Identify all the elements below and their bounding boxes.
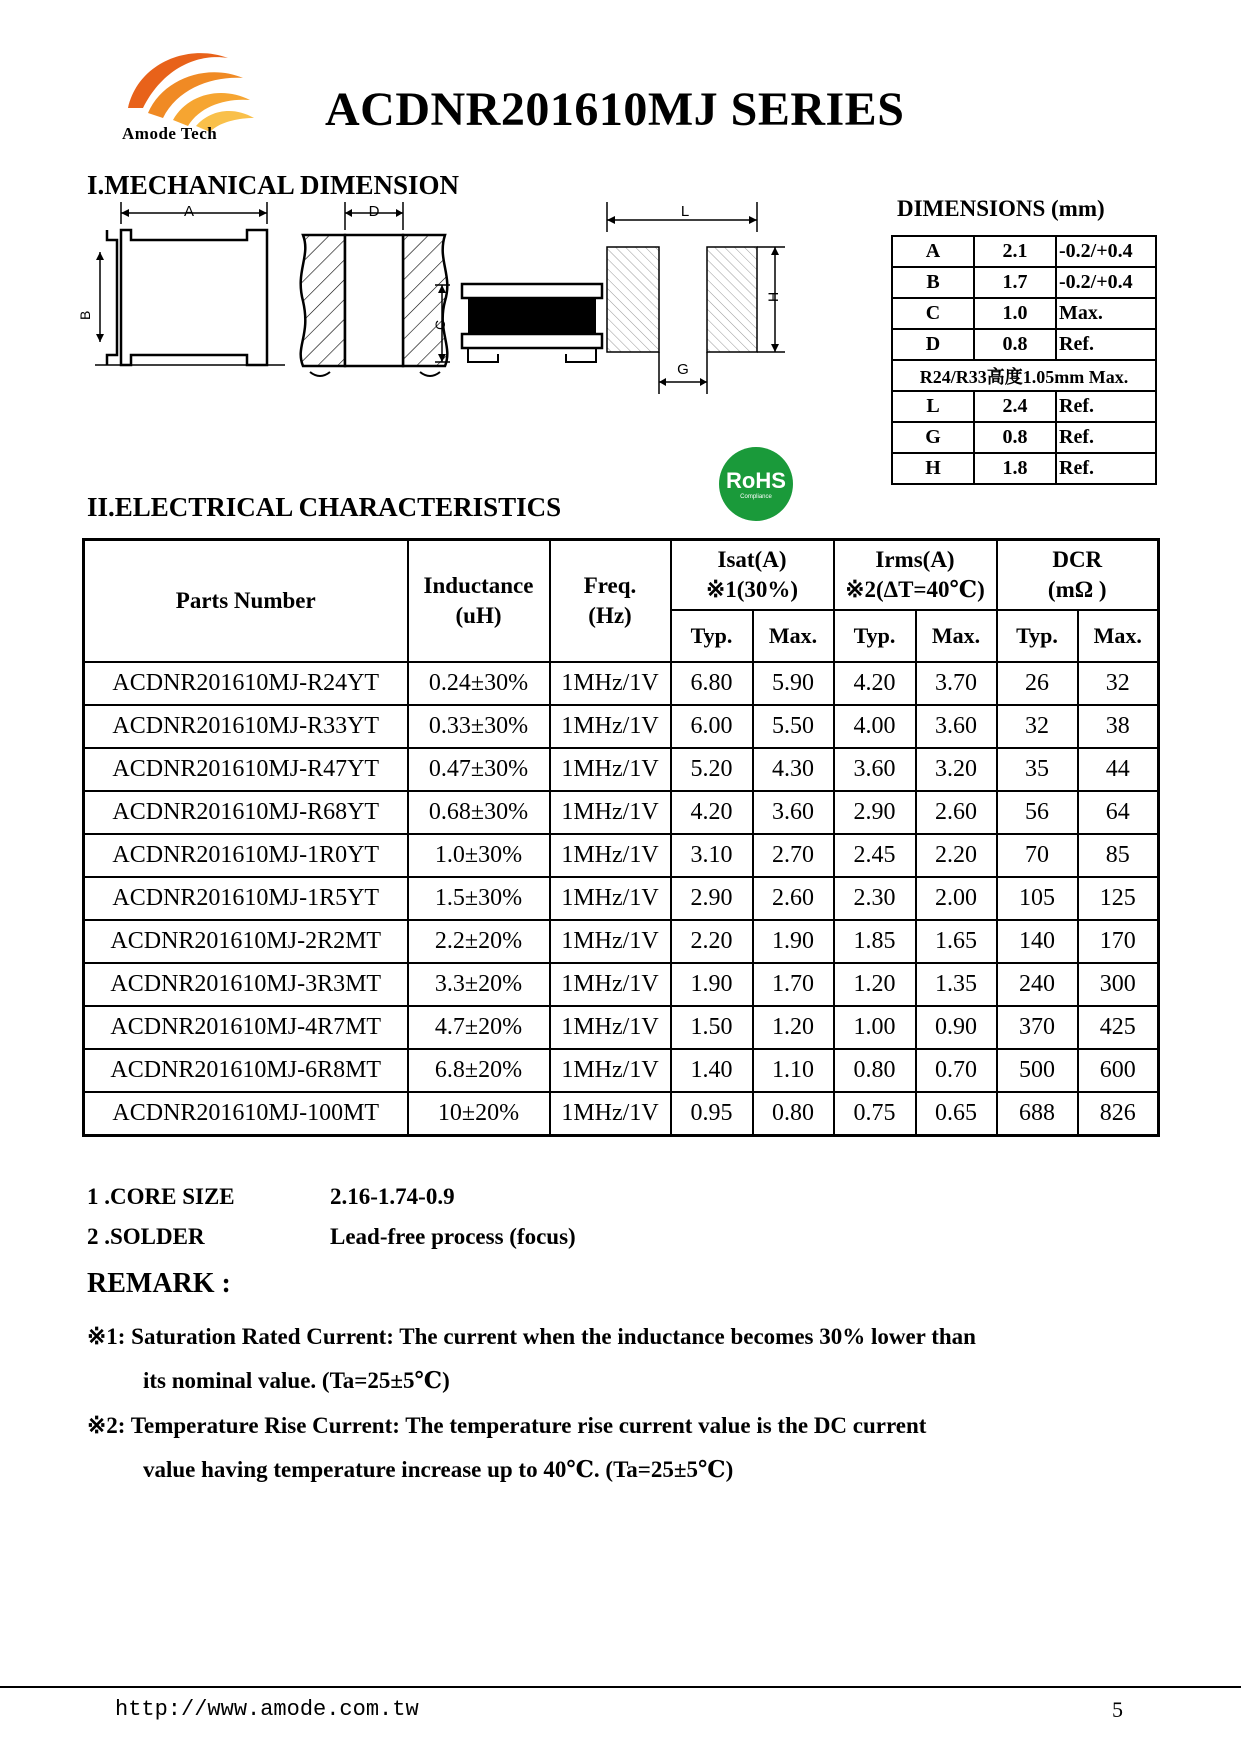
table-row <box>84 662 1159 705</box>
table-cell: 1MHz/1V <box>550 1049 671 1092</box>
table-row <box>84 1092 1159 1136</box>
table-cell: 826 <box>1078 1092 1159 1136</box>
table-cell: 1.10 <box>753 1049 834 1092</box>
table-cell: 3.3±20% <box>408 963 550 1006</box>
table-cell: 32 <box>997 705 1078 748</box>
table-cell: 0.75 <box>834 1092 916 1136</box>
header-dcr-max: Max. <box>1078 610 1159 662</box>
remark-2-line-1: ※2: Temperature Rise Current: The temperature rise current value is the DC current <box>87 1413 927 1438</box>
table-cell: 6.00 <box>671 705 753 748</box>
table-cell: 1.00 <box>834 1006 916 1049</box>
core-size-value: 2.16-1.74-0.9 <box>330 1184 455 1209</box>
table-cell: 425 <box>1078 1006 1159 1049</box>
table-cell: 1MHz/1V <box>550 662 671 705</box>
table-cell: 4.30 <box>753 748 834 791</box>
table-cell: 0.47±30% <box>408 748 550 791</box>
solder-label: 2 .SOLDER <box>87 1224 205 1249</box>
table-row <box>84 963 1159 1006</box>
svg-text:B: B <box>77 310 93 320</box>
table-cell: 1.90 <box>753 920 834 963</box>
table-cell: 170 <box>1078 920 1159 963</box>
header-isat: Isat(A) ※1(30%) <box>671 540 834 611</box>
table-cell: 1MHz/1V <box>550 1006 671 1049</box>
mechanical-drawings <box>77 202 865 402</box>
dim-note: R24/R33高度1.05mm Max. <box>892 360 1156 391</box>
table-cell: 1.35 <box>916 963 997 1006</box>
table-cell: 0.24±30% <box>408 662 550 705</box>
table-cell: 3.60 <box>834 748 916 791</box>
table-cell: 2.00 <box>916 877 997 920</box>
table-cell: 1MHz/1V <box>550 963 671 1006</box>
table-cell: 1.0±30% <box>408 834 550 877</box>
table-row <box>84 705 1159 748</box>
table-cell: 3.60 <box>916 705 997 748</box>
remark-2-line-2: value having temperature increase up to 40℃. (Ta=25±5℃) <box>143 1457 734 1482</box>
header-irms-typ: Typ. <box>834 610 916 662</box>
table-cell: 0.65 <box>916 1092 997 1136</box>
table-cell: 2.2±20% <box>408 920 550 963</box>
table-cell: 1.40 <box>671 1049 753 1092</box>
table-cell: 1MHz/1V <box>550 920 671 963</box>
header-part-number: Parts Number <box>84 540 408 663</box>
table-cell: 2.20 <box>916 834 997 877</box>
dimensions-table <box>891 235 1157 485</box>
table-cell: 1MHz/1V <box>550 834 671 877</box>
svg-text:Compliance: Compliance <box>740 494 772 500</box>
table-cell: 5.50 <box>753 705 834 748</box>
section-electrical-title: II.ELECTRICAL CHARACTERISTICS <box>87 492 562 522</box>
table-cell: 5.90 <box>753 662 834 705</box>
table-cell: 2.90 <box>671 877 753 920</box>
table-cell: 0.80 <box>834 1049 916 1092</box>
dim-row: D 0.8 Ref. <box>892 329 1156 360</box>
table-cell: ACDNR201610MJ-R33YT <box>84 705 408 748</box>
land-pattern-drawing <box>607 202 785 394</box>
table-cell: 5.20 <box>671 748 753 791</box>
table-cell: 70 <box>997 834 1078 877</box>
table-cell: 3.20 <box>916 748 997 791</box>
table-cell: 2.20 <box>671 920 753 963</box>
dim-row: A 2.1 -0.2/+0.4 <box>892 236 1156 267</box>
page-title: ACDNR201610MJ SERIES <box>325 83 905 136</box>
table-cell: 56 <box>997 791 1078 834</box>
dim-note-row <box>892 360 1156 391</box>
header-irms: Irms(A) ※2(ΔT=40℃) <box>834 540 997 611</box>
table-row <box>84 748 1159 791</box>
table-cell: ACDNR201610MJ-R47YT <box>84 748 408 791</box>
table-cell: 1.65 <box>916 920 997 963</box>
table-cell: 10±20% <box>408 1092 550 1136</box>
svg-text:H: H <box>765 291 781 302</box>
table-cell: ACDNR201610MJ-R24YT <box>84 662 408 705</box>
label-a: A <box>183 203 195 220</box>
table-cell: 0.95 <box>671 1092 753 1136</box>
remark-1-line-1: ※1: Saturation Rated Current: The current when the inductance becomes 30% lower than <box>87 1324 976 1349</box>
table-cell: 4.7±20% <box>408 1006 550 1049</box>
table-cell: 688 <box>997 1092 1078 1136</box>
header-isat-max: Max. <box>753 610 834 662</box>
table-cell: 85 <box>1078 834 1159 877</box>
table-cell: 32 <box>1078 662 1159 705</box>
table-cell: 600 <box>1078 1049 1159 1092</box>
remark-title: REMARK : <box>87 1268 231 1299</box>
table-cell: 1.5±30% <box>408 877 550 920</box>
table-row <box>84 920 1159 963</box>
table-cell: 2.30 <box>834 877 916 920</box>
header-dcr-typ: Typ. <box>997 610 1078 662</box>
table-cell: ACDNR201610MJ-3R3MT <box>84 963 408 1006</box>
table-cell: ACDNR201610MJ-1R0YT <box>84 834 408 877</box>
table-cell: 140 <box>997 920 1078 963</box>
table-row <box>84 877 1159 920</box>
table-cell: 3.10 <box>671 834 753 877</box>
dim-row: G 0.8 Ref. <box>892 422 1156 453</box>
table-cell: 3.70 <box>916 662 997 705</box>
header-isat-typ: Typ. <box>671 610 753 662</box>
table-cell: ACDNR201610MJ-2R2MT <box>84 920 408 963</box>
header-freq: Freq. (Hz) <box>550 540 671 663</box>
table-cell: ACDNR201610MJ-R68YT <box>84 791 408 834</box>
table-cell: 0.68±30% <box>408 791 550 834</box>
top-view-drawing <box>77 202 285 365</box>
svg-text:C: C <box>432 319 448 330</box>
electrical-table <box>82 538 1160 1137</box>
section-mechanical-title: I.MECHANICAL DIMENSION <box>87 170 460 200</box>
logo-text: Amode Tech <box>122 124 218 143</box>
table-cell: 1.20 <box>753 1006 834 1049</box>
table-row <box>84 1049 1159 1092</box>
solder-value: Lead-free process (focus) <box>330 1224 576 1249</box>
table-cell: 300 <box>1078 963 1159 1006</box>
table-cell: 1MHz/1V <box>550 705 671 748</box>
dim-row: B 1.7 -0.2/+0.4 <box>892 267 1156 298</box>
table-cell: 4.20 <box>671 791 753 834</box>
table-cell: 1.90 <box>671 963 753 1006</box>
table-cell: 1MHz/1V <box>550 791 671 834</box>
table-row <box>84 1006 1159 1049</box>
table-cell: 240 <box>997 963 1078 1006</box>
table-cell: 6.80 <box>671 662 753 705</box>
table-cell: 1.20 <box>834 963 916 1006</box>
table-cell: 2.90 <box>834 791 916 834</box>
table-row <box>84 791 1159 834</box>
table-cell: 1MHz/1V <box>550 748 671 791</box>
table-cell: 3.60 <box>753 791 834 834</box>
dim-row: C 1.0 Max. <box>892 298 1156 329</box>
table-cell: 2.70 <box>753 834 834 877</box>
svg-text:L: L <box>680 203 690 220</box>
dim-row: L 2.4 Ref. <box>892 391 1156 422</box>
table-cell: 44 <box>1078 748 1159 791</box>
table-cell: 2.45 <box>834 834 916 877</box>
table-cell: 6.8±20% <box>408 1049 550 1092</box>
side-view-drawing <box>301 202 448 376</box>
core-size-label: 1 .CORE SIZE <box>87 1184 235 1209</box>
table-cell: 2.60 <box>753 877 834 920</box>
table-cell: 1.85 <box>834 920 916 963</box>
table-cell: 125 <box>1078 877 1159 920</box>
svg-text:G: G <box>677 361 689 378</box>
table-row <box>84 834 1159 877</box>
table-cell: 35 <box>997 748 1078 791</box>
table-cell: 0.33±30% <box>408 705 550 748</box>
footer-url[interactable]: http://www.amode.com.tw <box>115 1697 419 1722</box>
front-view-drawing <box>432 284 602 362</box>
table-cell: 1MHz/1V <box>550 1092 671 1136</box>
dimensions-title: DIMENSIONS (mm) <box>897 196 1105 221</box>
table-cell: 1.50 <box>671 1006 753 1049</box>
table-cell: 38 <box>1078 705 1159 748</box>
table-cell: ACDNR201610MJ-6R8MT <box>84 1049 408 1092</box>
dim-row: H 1.8 Ref. <box>892 453 1156 484</box>
table-cell: 4.00 <box>834 705 916 748</box>
rohs-badge <box>718 446 794 522</box>
footer-divider <box>0 1686 1241 1688</box>
table-cell: 500 <box>997 1049 1078 1092</box>
header-irms-max: Max. <box>916 610 997 662</box>
page-number: 5 <box>1112 1697 1123 1722</box>
table-cell: 0.80 <box>753 1092 834 1136</box>
table-cell: 105 <box>997 877 1078 920</box>
table-cell: ACDNR201610MJ-1R5YT <box>84 877 408 920</box>
svg-text:D: D <box>368 203 380 220</box>
table-cell: 0.70 <box>916 1049 997 1092</box>
table-cell: ACDNR201610MJ-4R7MT <box>84 1006 408 1049</box>
remark-1-line-2: its nominal value. (Ta=25±5℃) <box>143 1368 450 1393</box>
table-cell: 1.70 <box>753 963 834 1006</box>
svg-text:RoHS: RoHS <box>726 468 786 493</box>
header-inductance: Inductance (uH) <box>408 540 550 663</box>
table-cell: 4.20 <box>834 662 916 705</box>
table-cell: 64 <box>1078 791 1159 834</box>
table-cell: 2.60 <box>916 791 997 834</box>
table-cell: 26 <box>997 662 1078 705</box>
header-dcr: DCR (mΩ ) <box>997 540 1159 611</box>
table-cell: ACDNR201610MJ-100MT <box>84 1092 408 1136</box>
table-cell: 0.90 <box>916 1006 997 1049</box>
table-cell: 1MHz/1V <box>550 877 671 920</box>
table-cell: 370 <box>997 1006 1078 1049</box>
